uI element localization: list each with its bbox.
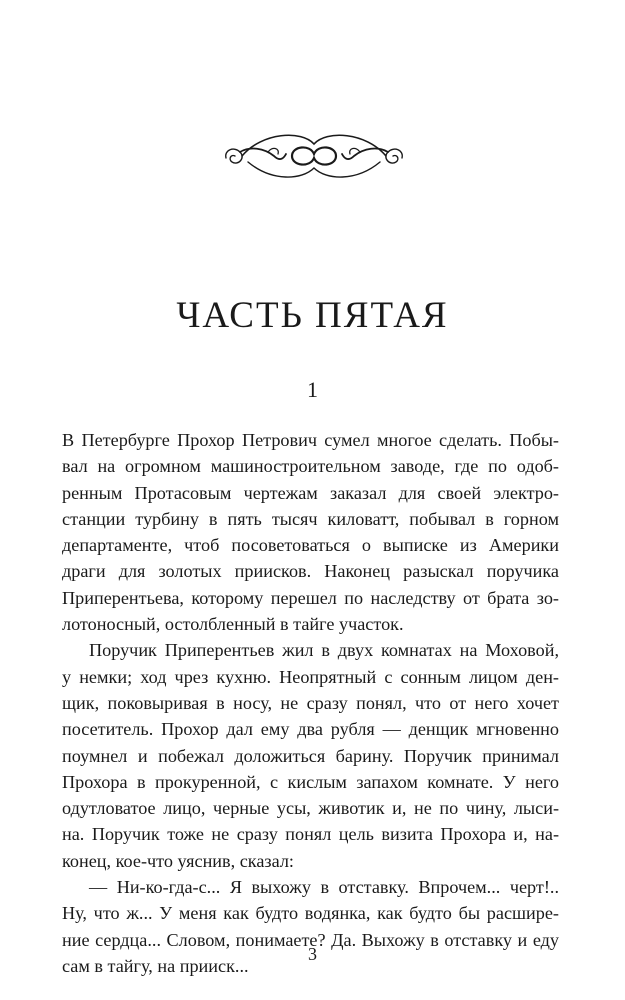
text-line: поумнел и побежал доложиться барину. Поручик принимал <box>62 745 559 766</box>
chapter-number: 1 <box>307 377 318 402</box>
text-line: одутловатое лицо, черные усы, животик и, не по чину, лыси- <box>62 798 559 819</box>
text-line: лотоносный, остолбленный в тайге участок. <box>62 614 404 635</box>
text-line: конец, кое-что уяснив, сказал: <box>62 850 294 871</box>
text-line: у немки; ход чрез кухню. Неопрятный с сонным лицом ден- <box>62 666 559 687</box>
body-text <box>62 427 559 979</box>
text-line: вал на огромном машиностроительном заводе, где по одоб- <box>62 456 559 477</box>
text-line: на. Поручик тоже не сразу понял цель визита Прохора и, на- <box>62 824 559 845</box>
text-line: щик, поковыривая в носу, не сразу понял, что от него хочет <box>62 692 559 713</box>
text-line: сам в тайгу, на прииск... <box>62 955 249 976</box>
text-line: департаменте, чтоб посоветоваться о выписке из Америки <box>62 535 559 556</box>
text-line: В Петербурге Прохор Петрович сумел многое сделать. Побы- <box>62 430 559 450</box>
text-line: Приперентьева, которому перешел по наследству от брата зо- <box>62 587 559 608</box>
text-line: Ну, что ж... У меня как будто водянка, как будто бы расшире- <box>62 903 559 924</box>
text-line: ние сердца... Словом, понимаете? Да. Выхожу в отставку и еду <box>62 929 559 950</box>
text-line: Прохора в прокуренной, с кислым запахом комнате. У него <box>62 771 559 792</box>
text-line: Поручик Приперентьев жил в двух комнатах на Моховой, <box>89 640 559 661</box>
page-number: 3 <box>308 944 317 964</box>
decorative-flourish-icon <box>222 128 406 184</box>
dialogue-line: — Ни-ко-гда-с... Я выхожу в отставку. Впрочем... черт!.. <box>89 877 559 898</box>
text-line: ренным Протасовым чертежам заказал для своей электро- <box>62 482 559 503</box>
paragraph <box>62 637 559 874</box>
text-line: драги для золотых приисков. Наконец разыскал поручика <box>62 561 559 582</box>
text-line: станции турбину в пять тысяч киловатт, побывал в горном <box>62 508 559 529</box>
paragraph <box>62 427 559 637</box>
part-title: ЧАСТЬ ПЯТАЯ <box>176 295 449 336</box>
text-line: посетитель. Прохор дал ему два рубля — денщик мгновенно <box>62 719 559 740</box>
